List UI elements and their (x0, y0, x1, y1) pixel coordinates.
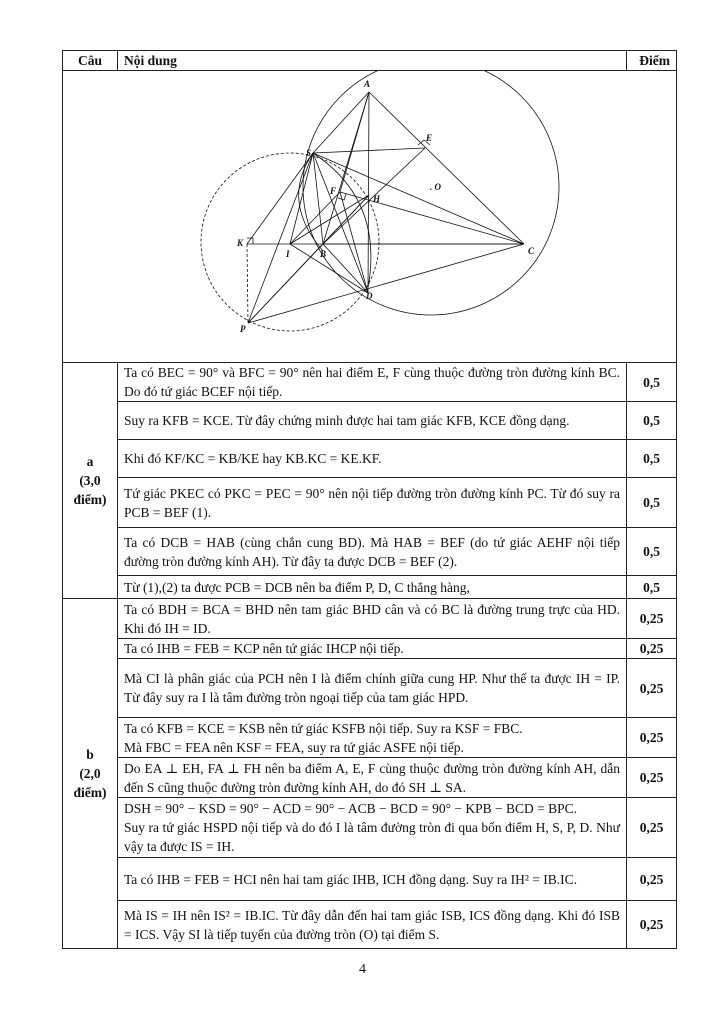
part-a-label-cell (63, 363, 118, 599)
part-b-text-4 (118, 718, 627, 758)
geometry-figure (63, 71, 675, 357)
part-a-row-4 (63, 478, 677, 528)
part-a-row-6 (63, 576, 677, 599)
part-b-text-4b: Mà FBC = FEA nên KSF = FEA, suy ra tứ giác ASFE nội tiếp. (124, 739, 464, 755)
part-b-row-1 (63, 599, 677, 639)
part-b-text-8: Mà IS = IH nên IS² = IB.IC. Từ đây dẫn đến hai tam giác ISB, ICS đồng dạng. Khi đó ISB = ICS. Vậy SI là tiếp tuyến của đường tròn (O) tại điểm S. (118, 901, 627, 949)
part-b-text-6a: DSH = 90° − KSD = 90° − ACD = 90° − ACB − BCD = 90° − KPB − BCD = BPC. (124, 801, 578, 816)
part-a-score-4: 0,5 (627, 478, 677, 528)
page-number: 4 (359, 962, 366, 977)
part-a-row-5 (63, 528, 677, 576)
part-b-label: b (86, 747, 94, 762)
part-b-score-3: 0,25 (627, 659, 677, 718)
part-b-score-2: 0,25 (627, 639, 677, 659)
header-content: Nội dung (118, 51, 627, 71)
part-b-row-2 (63, 639, 677, 659)
part-a-text-4: Tứ giác PKEC có PKC = PEC = 90° nên nội tiếp đường tròn đường kính PC. Từ đó suy ra PCB = BEF (1). (118, 478, 627, 528)
part-a-text-2: Suy ra KFB = KCE. Từ đây chứng minh được hai tam giác KFB, KCE đồng dạng. (118, 402, 627, 440)
part-b-text-3: Mà CI là phân giác của PCH nên I là điểm chính giữa cung HP. Như thế ta được IH = IP. Từ đây suy ra I là tâm đường tròn ngoại tiếp của tam giác HPD. (118, 659, 627, 718)
part-b-row-4 (63, 718, 677, 758)
header-question: Câu (63, 51, 118, 71)
part-b-points: (2,0 (79, 766, 101, 781)
part-b-label-cell (63, 599, 118, 949)
part-b-row-3 (63, 659, 677, 718)
label-k: K (237, 238, 244, 248)
part-a-text-3: Khi đó KF/KC = KB/KE hay KB.KC = KE.KF. (118, 440, 627, 478)
part-b-text-1: Ta có BDH = BCA = BHD nên tam giác BHD cân và có BC là đường trung trực của HD. Khi đó IH = ID. (118, 599, 627, 639)
part-b-row-6 (63, 798, 677, 858)
part-a-text-6: Từ (1),(2) ta được PCB = DCB nên ba điểm P, D, C thẳng hàng, (118, 576, 627, 599)
label-s: S (306, 148, 312, 158)
part-a-score-6: 0,5 (627, 576, 677, 599)
label-f: F (330, 186, 337, 196)
part-b-row-8 (63, 901, 677, 949)
label-e: E (426, 133, 433, 143)
part-b-score-8: 0,25 (627, 901, 677, 949)
header-points: Điểm (627, 51, 677, 71)
label-c: C (528, 246, 535, 256)
part-b-score-6: 0,25 (627, 798, 677, 858)
part-b-score-1: 0,25 (627, 599, 677, 639)
label-h: H (373, 194, 381, 204)
label-i: I (286, 249, 290, 259)
part-a-score-3: 0,5 (627, 440, 677, 478)
part-b-text-7: Ta có IHB = FEB = HCI nên hai tam giác IHB, ICH đồng dạng. Suy ra IH² = IB.IC. (118, 858, 627, 901)
part-a-row-1 (63, 363, 677, 402)
label-d: D (366, 291, 373, 301)
part-b-text-2: Ta có IHB = FEB = KCP nên tứ giác IHCP nội tiếp. (118, 639, 627, 659)
label-p: P (240, 324, 246, 334)
part-b-row-5 (63, 758, 677, 798)
circle-i (201, 153, 379, 331)
part-b-text-5: Do EA ⊥ EH, FA ⊥ FH nên ba điểm A, E, F cùng thuộc đường tròn đường kính AH, dẫn đến S cũng thuộc đường tròn đường kính AH, do đó SH ⊥ SA. (118, 758, 627, 798)
part-b-score-5: 0,25 (627, 758, 677, 798)
part-a-points: (3,0 (79, 473, 101, 488)
label-o: . O (430, 182, 441, 192)
part-a-score-1: 0,5 (627, 363, 677, 402)
label-a: A (364, 79, 371, 89)
part-a-text-5: Ta có DCB = HAB (cùng chắn cung BD). Mà HAB = BEF (do tứ giác AEHF nội tiếp đường tròn đường kính AH). Từ đây ta được DCB = BEF (2). (118, 528, 627, 576)
answer-table (62, 50, 677, 949)
part-b-text-4a: Ta có KFB = KCE = KSB nên tứ giác KSFB nội tiếp. Suy ra KSF = FBC. (124, 720, 523, 736)
part-a-score-5: 0,5 (627, 528, 677, 576)
part-a-text-1: Ta có BEC = 90° và BFC = 90° nên hai điểm E, F cùng thuộc đường tròn đường kính BC. Do đó tứ giác BCEF nội tiếp. (118, 363, 627, 402)
figure-row (63, 71, 677, 363)
header-row (63, 51, 677, 71)
part-b-text-6 (118, 798, 627, 858)
label-b: B (320, 249, 327, 259)
part-b-points-unit: điểm) (73, 785, 107, 800)
part-a-score-2: 0,5 (627, 402, 677, 440)
part-a-row-2 (63, 402, 677, 440)
part-b-text-6b: Suy ra tứ giác HSPD nội tiếp và do đó I là tâm đường tròn đi qua bốn điểm H, S, P, D. Như vậy ta được IS = IH. (124, 820, 620, 854)
part-b-row-7 (63, 858, 677, 901)
part-b-score-4: 0,25 (627, 718, 677, 758)
part-a-points-unit: điểm) (73, 492, 107, 507)
part-a-label: a (86, 454, 94, 469)
part-a-row-3 (63, 440, 677, 478)
part-b-score-7: 0,25 (627, 858, 677, 901)
figure-cell (63, 71, 677, 363)
circle-o (303, 71, 559, 315)
